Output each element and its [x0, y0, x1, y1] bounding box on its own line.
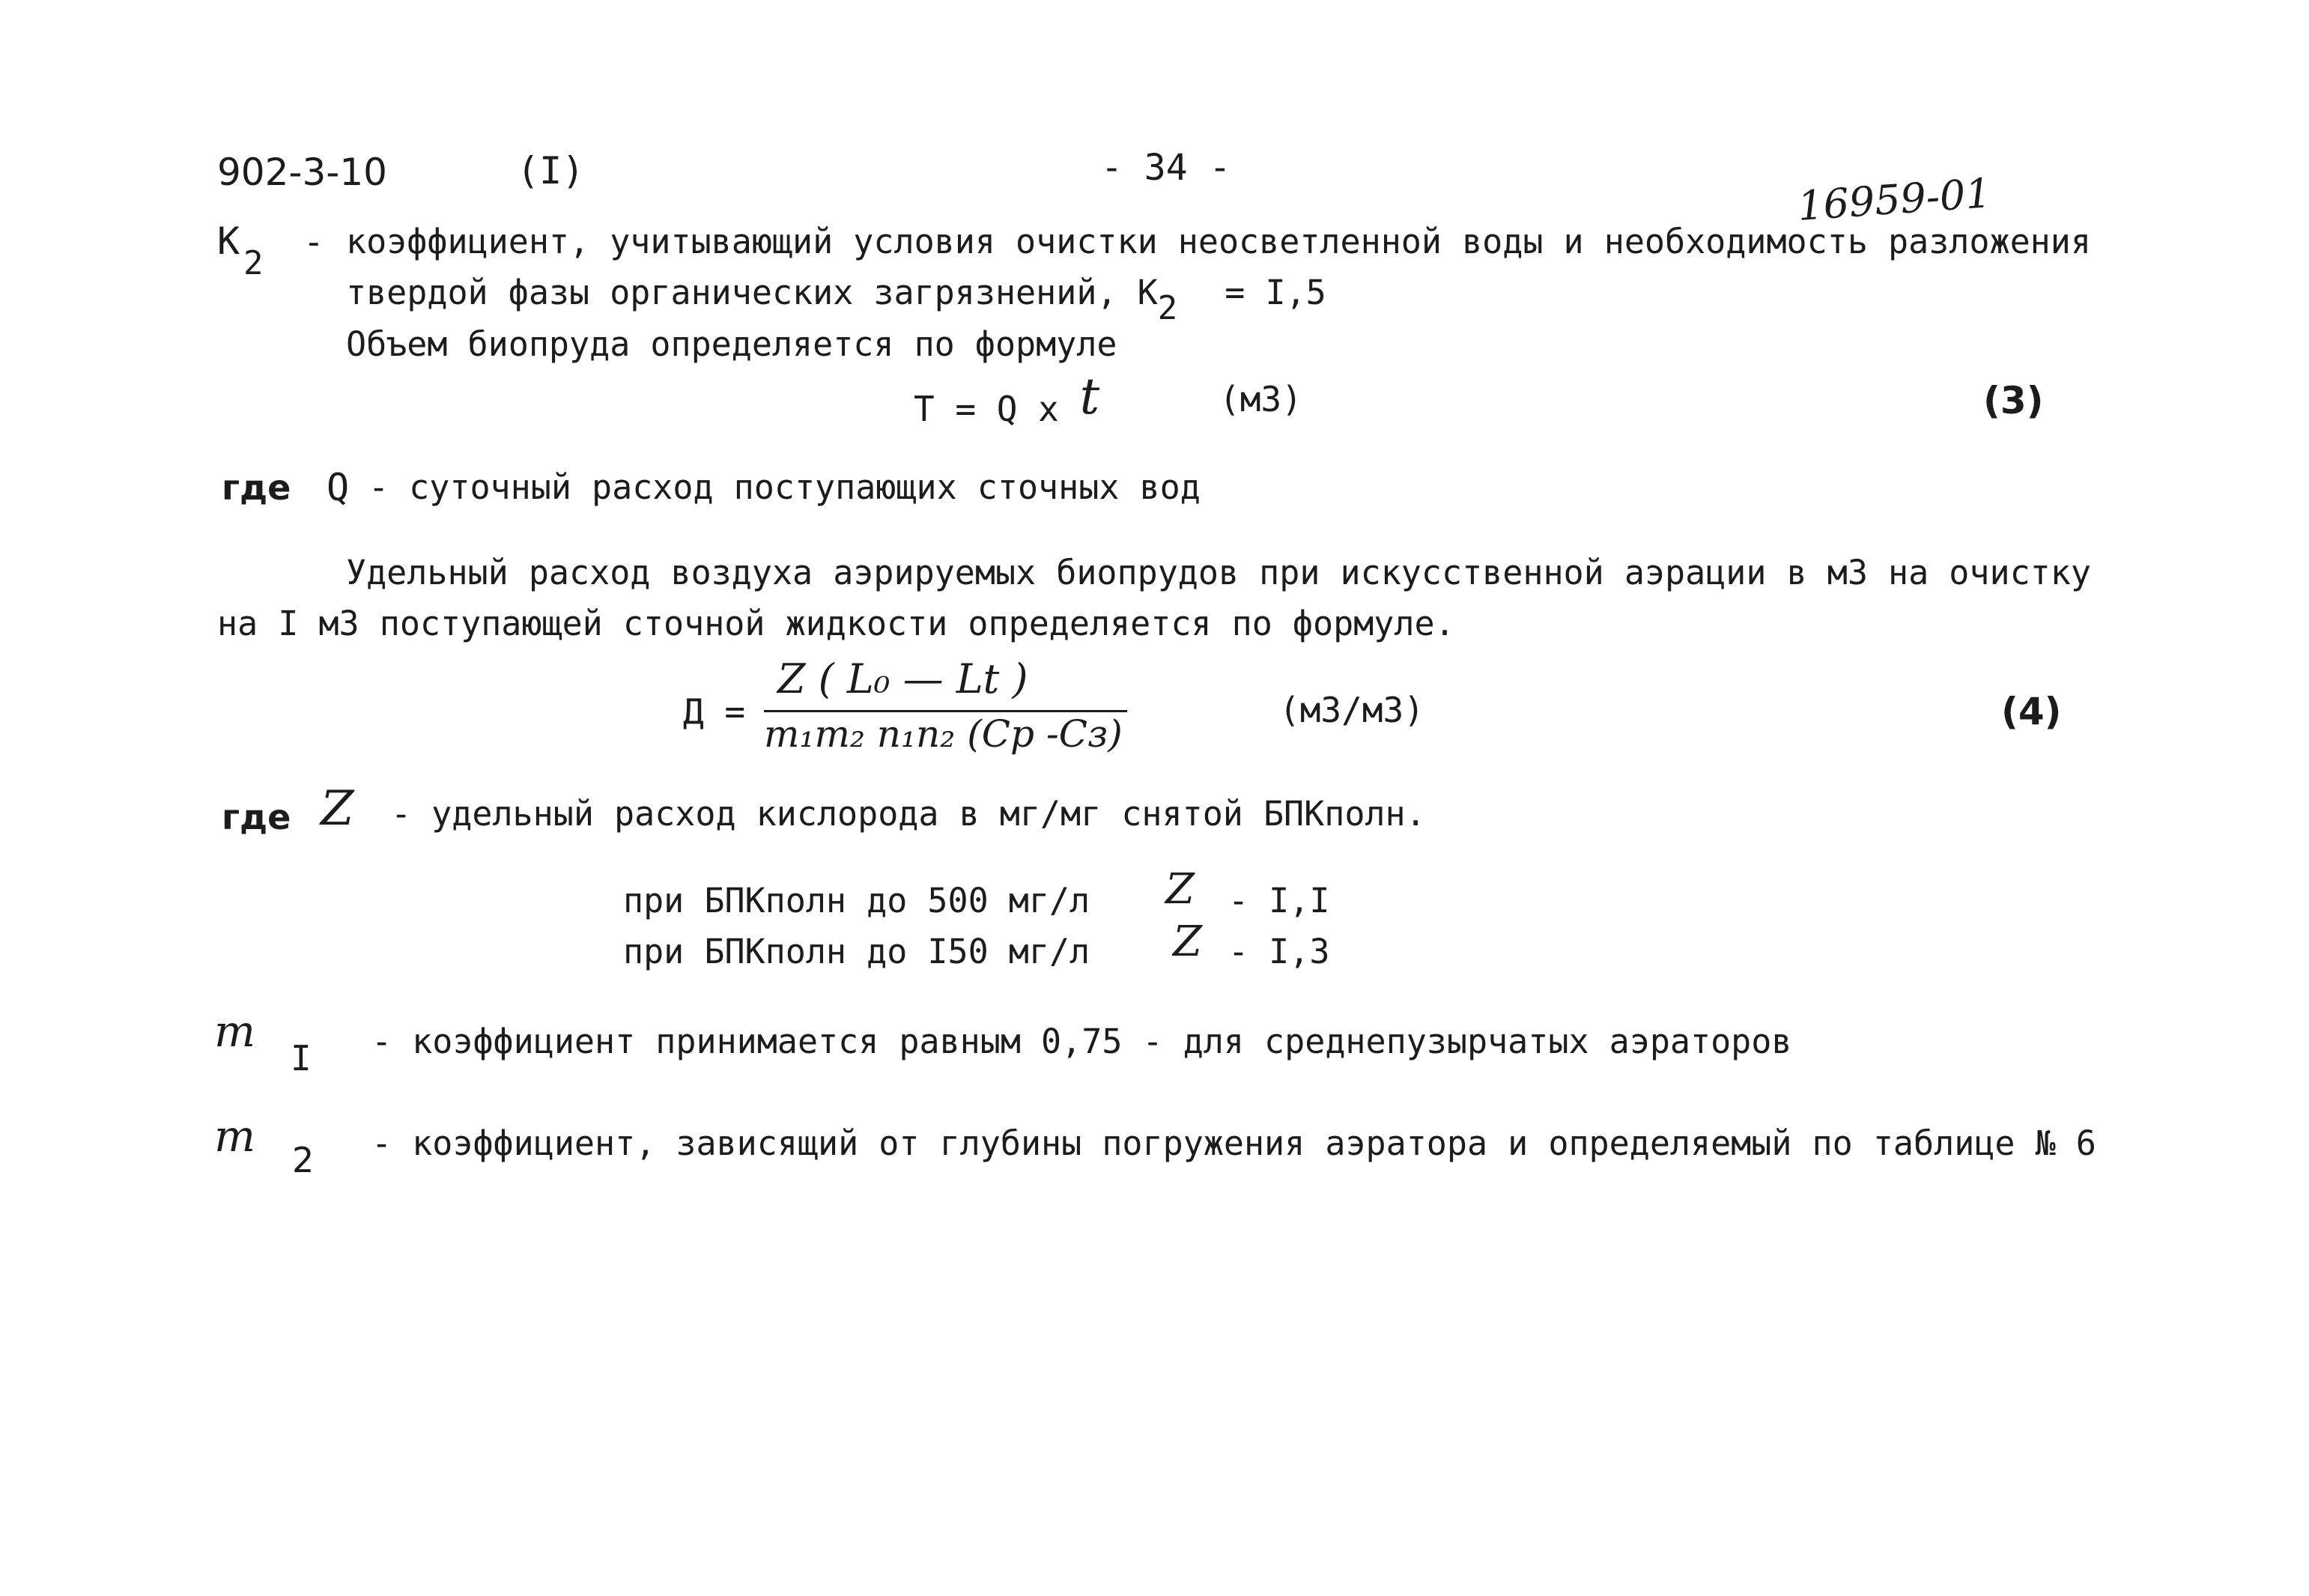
formula3-t: t	[1079, 368, 1100, 425]
k2-dash: -	[303, 222, 324, 262]
m1-text: - коэффициент принимается равным 0,75 - для среднепузырчатых аэраторов	[371, 1022, 1792, 1061]
page-number: - 34 -	[1101, 147, 1231, 189]
m1-symbol: m	[214, 1006, 255, 1057]
formula4-denominator: m₁m₂ n₁n₂ (Cp -Cз)	[764, 712, 1123, 756]
formula3-expression	[914, 368, 1100, 429]
k2-line2-subscript: 2	[1157, 289, 1178, 327]
m1-subscript: I	[291, 1038, 312, 1078]
where-q-text: - суточный расход поступающих сточных вод	[368, 467, 1201, 507]
formula4-unit: (м3/м3)	[1279, 690, 1424, 730]
formula4-lhs: Д =	[683, 691, 746, 732]
bpk-row-500: при БПКполн до 500 мг/л	[623, 881, 1090, 920]
formula3-text: T = Q x	[914, 389, 1080, 429]
k2-line2-text: твердой фазы органических загрязнений, К	[346, 273, 1158, 312]
formula4-number: (4)	[2001, 690, 2062, 733]
where-z-label: где	[222, 797, 291, 837]
where-q-symbol: Q	[327, 466, 350, 509]
k2-line1: коэффициент, учитывающий условия очистки неосветленной воды и необходимость разложения	[346, 222, 2091, 261]
where-z-symbol: Z	[321, 781, 354, 837]
formula4-numerator: Z ( L₀ — Lt )	[777, 655, 1028, 703]
bpk-row-150: при БПКполн до I50 мг/л	[623, 932, 1090, 971]
para-air-line2: на I м3 поступающей сточной жидкости определяется по формуле.	[217, 604, 1455, 643]
bpk-row-150-symbol: Z	[1173, 917, 1202, 966]
part-number: (I)	[517, 149, 585, 192]
k2-line3: Объем биопруда определяется по формуле	[346, 324, 1117, 364]
handwritten-number: 16959-01	[1796, 169, 1993, 230]
formula3-number: (3)	[1983, 379, 2044, 422]
where-z-text: - удельный расход кислорода в мг/мг снятой БПКполн.	[391, 794, 1426, 834]
m2-subscript: 2	[292, 1140, 315, 1180]
m2-symbol: m	[214, 1111, 255, 1162]
where-q-label: где	[222, 467, 291, 508]
para-air-line1: Удельный расход воздуха аэрируемых биопрудов при искусственной аэрации в м3 на очистку	[346, 553, 2091, 592]
k2-line2-value: = I,5	[1225, 273, 1326, 312]
bpk-row-500-value: - I,I	[1228, 881, 1330, 920]
k2-symbol: К	[217, 219, 240, 263]
doc-code: 902-3-10	[217, 151, 387, 194]
bpk-row-150-value: - I,3	[1228, 932, 1330, 971]
formula3-unit: (м3)	[1219, 379, 1302, 419]
k2-subscript: 2	[243, 244, 264, 282]
bpk-row-500-symbol: Z	[1165, 865, 1195, 914]
k2-line2	[346, 273, 1326, 327]
m2-text: - коэффициент, зависящий от глубины погружения аэратора и определяемый по таблице № 6	[371, 1123, 2096, 1163]
